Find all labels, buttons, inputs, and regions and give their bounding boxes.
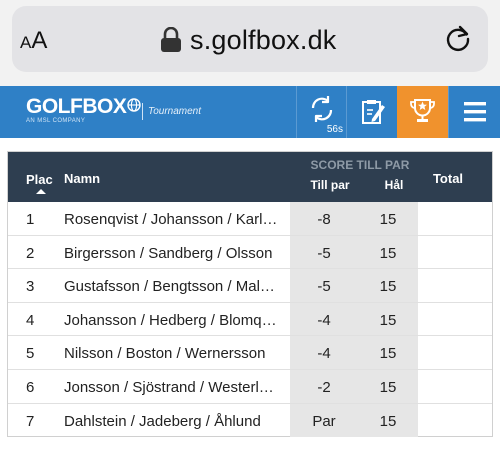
cell-namn[interactable]: Birgersson / Sandberg / Olsson (64, 244, 273, 262)
text-size-large-glyph: A (31, 27, 48, 54)
column-header-namn[interactable]: Namn (64, 171, 101, 186)
text-size-button[interactable] (20, 27, 47, 55)
text-size-small-glyph: A (20, 33, 32, 52)
cell-namn[interactable]: Dahlstein / Jadeberg / Åhlund (64, 412, 261, 430)
table-row[interactable] (8, 202, 492, 236)
cell-till-par: -2 (290, 370, 358, 403)
cell-plac: 7 (26, 412, 35, 430)
column-header-hal[interactable]: Hål (384, 178, 404, 192)
golfbox-logo[interactable] (26, 95, 141, 124)
cell-till-par: -4 (290, 336, 358, 369)
cell-plac: 3 (26, 278, 35, 296)
cell-plac: 4 (26, 311, 35, 329)
sort-ascending-icon (36, 189, 46, 194)
column-header-till-par[interactable]: Till par (310, 178, 350, 192)
column-header-plac[interactable]: Plac (26, 172, 53, 187)
cell-namn[interactable]: Jonsson / Sjöstrand / Westerl… (64, 378, 274, 396)
scorecard-button[interactable] (346, 86, 396, 138)
refresh-icon (297, 86, 347, 126)
logo-subtitle: AN MSL COMPANY (26, 118, 86, 124)
table-body (8, 202, 492, 437)
cell-namn[interactable]: Rosenqvist / Johansson / Karl… (64, 211, 278, 228)
leaderboard-button[interactable] (397, 86, 448, 138)
hamburger-menu-icon (449, 86, 500, 138)
table-header (8, 152, 492, 202)
cell-hal: 15 (358, 336, 418, 369)
cell-hal: 15 (358, 269, 418, 302)
refresh-timer: 56s (326, 124, 343, 135)
table-row[interactable] (8, 404, 492, 438)
leaderboard-table (7, 151, 493, 437)
column-group-score-till-par: SCORE TILL PAR (310, 158, 410, 172)
logo-divider (142, 103, 143, 120)
section-label: Tournament (148, 106, 201, 117)
cell-hal: 15 (358, 370, 418, 403)
cell-namn[interactable]: Johansson / Hedberg / Blomq… (64, 311, 277, 329)
clipboard-edit-icon (347, 86, 397, 138)
table-row[interactable] (8, 370, 492, 404)
menu-button[interactable] (448, 86, 500, 138)
cell-plac: 1 (26, 211, 35, 228)
cell-plac: 6 (26, 378, 35, 396)
cell-till-par: Par (290, 404, 358, 438)
cell-plac: 5 (26, 345, 35, 363)
cell-namn[interactable]: Nilsson / Boston / Wernersson (64, 345, 266, 363)
cell-namn[interactable]: Gustafsson / Bengtsson / Mal… (64, 278, 275, 296)
lock-icon (160, 27, 182, 53)
reload-icon[interactable] (443, 24, 473, 54)
url-text[interactable]: s.golfbox.dk (190, 25, 337, 55)
table-row[interactable] (8, 269, 492, 303)
column-header-total[interactable]: Total (432, 171, 464, 186)
table-row[interactable] (8, 303, 492, 337)
cell-hal: 15 (358, 303, 418, 336)
browser-toolbar (0, 0, 500, 86)
cell-hal: 15 (358, 236, 418, 269)
cell-till-par: -8 (290, 202, 358, 235)
table-row[interactable] (8, 236, 492, 270)
cell-hal: 15 (358, 404, 418, 438)
refresh-button[interactable] (296, 86, 346, 138)
cell-hal: 15 (358, 202, 418, 235)
table-row[interactable] (8, 336, 492, 370)
globe-icon (127, 98, 141, 112)
cell-plac: 2 (26, 244, 35, 262)
cell-till-par: -5 (290, 269, 358, 302)
trophy-icon (397, 86, 448, 138)
logo-text: GOLFBOX (26, 95, 127, 118)
cell-till-par: -5 (290, 236, 358, 269)
cell-till-par: -4 (290, 303, 358, 336)
